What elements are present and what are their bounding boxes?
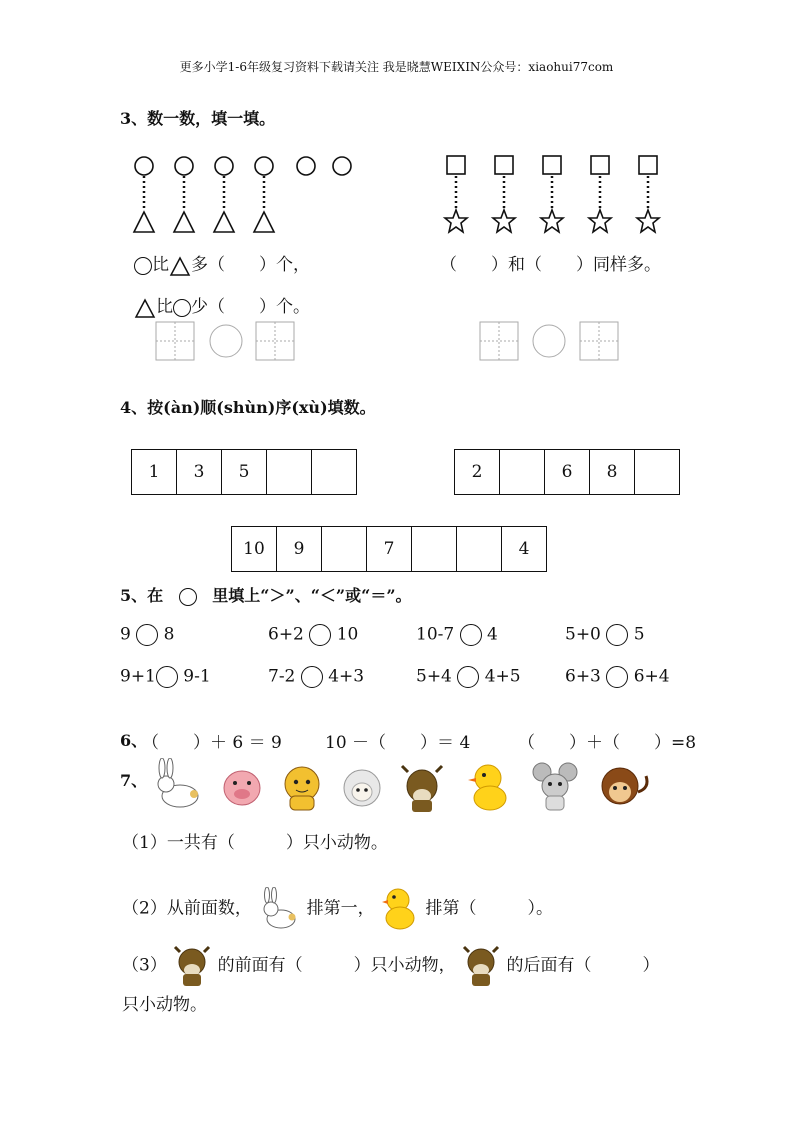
circle-icon	[134, 257, 152, 275]
compare-item: 10-7 4	[416, 624, 498, 645]
sheep-icon	[344, 770, 380, 806]
compare-circle[interactable]	[301, 666, 323, 688]
triangle-shape	[214, 212, 234, 232]
seq-cell: 8	[590, 450, 635, 495]
s7-question-1: （1）一共有（ ）只小动物。	[122, 833, 388, 853]
seq-cell: 2	[455, 450, 500, 495]
rabbit-icon	[158, 758, 198, 807]
answer-circle[interactable]	[533, 325, 565, 357]
circle-icon	[173, 299, 191, 317]
seq-blank-cell[interactable]	[322, 527, 367, 572]
seq-blank-cell[interactable]	[500, 450, 545, 495]
seq-blank-cell[interactable]	[312, 450, 357, 495]
seq-cell: 3	[177, 450, 222, 495]
chick-icon	[468, 765, 506, 810]
compare-item: 9+1 9-1	[120, 666, 211, 687]
rabbit-icon	[257, 887, 301, 931]
s7-question-3-cont: 只小动物。	[122, 995, 207, 1015]
compare-item: 6+2 10	[268, 624, 359, 645]
mouse-icon	[533, 763, 577, 810]
square-shape	[447, 156, 465, 174]
equation-1: （ ）＋ 6 ＝ 9	[142, 733, 282, 753]
triangle-icon	[134, 298, 156, 318]
compare-circle[interactable]	[606, 624, 628, 646]
sequence-row-3	[231, 526, 547, 572]
seq-cell: 1	[132, 450, 177, 495]
square-shape	[639, 156, 657, 174]
circle-shape	[297, 157, 315, 175]
section-3-title: 3、数一数，填一填。	[120, 109, 276, 128]
star-shape	[541, 210, 563, 232]
s7-question-2: （2）从前面数， 排第一， 排第（ ）。	[122, 886, 553, 932]
circle-icon	[179, 588, 197, 606]
seq-cell: 10	[232, 527, 277, 572]
compare-circle[interactable]	[156, 666, 178, 688]
star-shape	[493, 210, 515, 232]
triangle-shape	[134, 212, 154, 232]
s7-question-3: （3） 的前面有（ ）只小动物， 的后面有（ ）	[122, 944, 659, 988]
seq-cell: 6	[545, 450, 590, 495]
matching-diagram	[120, 148, 700, 248]
section-4-title: 4、按(àn)顺(shùn)序(xù)填数。	[120, 398, 376, 417]
seq-blank-cell[interactable]	[267, 450, 312, 495]
page-header: 更多小学1-6年级复习资料下载请关注 我是晓慧WEIXIN公众号：xiaohui77com	[179, 60, 614, 74]
compare-circle[interactable]	[460, 624, 482, 646]
answer-boxes	[150, 318, 630, 364]
compare-item: 5+0 5	[565, 624, 645, 645]
seq-cell: 9	[277, 527, 322, 572]
section-6-label: 6、	[120, 731, 148, 750]
pig-icon	[224, 771, 260, 805]
seq-blank-cell[interactable]	[635, 450, 680, 495]
chick-icon	[380, 886, 420, 932]
seq-cell: 5	[222, 450, 267, 495]
star-shape	[637, 210, 659, 232]
equation-3: （ ）＋（ ）=8	[518, 733, 697, 753]
star-shape	[445, 210, 467, 232]
compare-item: 5+4 4+5	[416, 666, 521, 687]
section-5-title: 5、在 里填上“＞”、“＜”或“＝”。	[120, 586, 412, 605]
section-7-label: 7、	[120, 771, 148, 790]
animal-row	[150, 758, 660, 814]
equation-2: 10 －（ ）＝ 4	[325, 733, 471, 753]
compare-item: 7-2 4+3	[268, 666, 365, 687]
compare-circle[interactable]	[136, 624, 158, 646]
circle-shape	[333, 157, 351, 175]
triangle-icon	[169, 256, 191, 276]
cow-icon	[402, 766, 442, 812]
cow-icon	[172, 944, 212, 988]
circle-shape	[255, 157, 273, 175]
seq-blank-cell[interactable]	[457, 527, 502, 572]
circle-shape	[215, 157, 233, 175]
circle-shape	[175, 157, 193, 175]
sequence-row-1	[131, 449, 357, 495]
seq-blank-cell[interactable]	[412, 527, 457, 572]
square-shape	[591, 156, 609, 174]
compare-circle[interactable]	[457, 666, 479, 688]
s3-question-right: （ ）和（ ）同样多。	[440, 255, 661, 275]
monkey-icon	[602, 768, 647, 804]
square-shape	[543, 156, 561, 174]
star-shape	[589, 210, 611, 232]
compare-circle[interactable]	[606, 666, 628, 688]
square-shape	[495, 156, 513, 174]
s3-question-1: 比 多（ ）个，	[134, 250, 310, 276]
tiger-icon	[285, 767, 319, 810]
answer-circle[interactable]	[210, 325, 242, 357]
triangle-shape	[174, 212, 194, 232]
compare-item: 6+3 6+4	[565, 666, 670, 687]
seq-cell: 7	[367, 527, 412, 572]
seq-cell: 4	[502, 527, 547, 572]
s3-question-2: 比 少（ ）个。	[134, 292, 310, 318]
triangle-shape	[254, 212, 274, 232]
compare-circle[interactable]	[309, 624, 331, 646]
compare-item: 9 8	[120, 624, 175, 645]
circle-shape	[135, 157, 153, 175]
cow-icon	[461, 944, 501, 988]
sequence-row-2	[454, 449, 680, 495]
